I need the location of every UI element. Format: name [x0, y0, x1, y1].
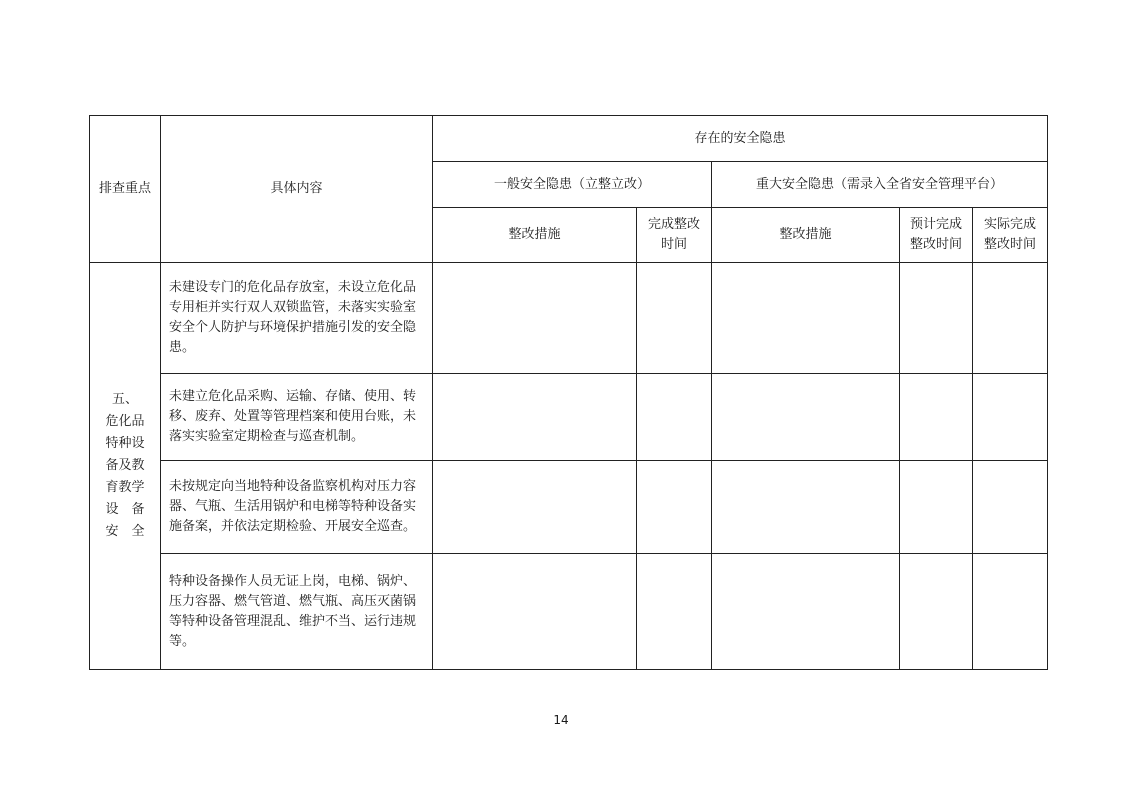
cell-planned-time	[900, 461, 973, 554]
cell-general-measures	[433, 374, 637, 461]
cell-general-measures	[433, 461, 637, 554]
hazard-inspection-table	[89, 115, 1048, 670]
cell-major-measures	[712, 461, 900, 554]
header-major-measures: 整改措施	[712, 208, 900, 263]
cell-major-measures	[712, 554, 900, 670]
header-general-measures: 整改措施	[433, 208, 637, 263]
table-row	[90, 554, 1048, 670]
header-hazards: 存在的安全隐患	[433, 116, 1048, 162]
header-major-hazards: 重大安全隐患（需录入全省安全管理平台）	[712, 162, 1048, 208]
cell-planned-time	[900, 263, 973, 374]
header-actual-time: 实际完成整改时间	[973, 208, 1048, 263]
table-row	[90, 461, 1048, 554]
header-planned-time: 预计完成整改时间	[900, 208, 973, 263]
cell-actual-time	[973, 263, 1048, 374]
header-general-hazards: 一般安全隐患（立整立改）	[433, 162, 712, 208]
table-row	[90, 263, 1048, 374]
cell-planned-time	[900, 554, 973, 670]
cell-general-time	[637, 263, 712, 374]
cell-actual-time	[973, 374, 1048, 461]
row-content: 未建立危化品采购、运输、存储、使用、转移、废弃、处置等管理档案和使用台账，未落实实验室定期检查与巡查机制。	[161, 374, 433, 461]
cell-actual-time	[973, 554, 1048, 670]
section-label: 五、 危化品 特种设 备及教 育教学 设 备 安 全	[90, 263, 161, 670]
cell-major-measures	[712, 374, 900, 461]
header-general-time: 完成整改时间	[637, 208, 712, 263]
cell-planned-time	[900, 374, 973, 461]
cell-general-time	[637, 374, 712, 461]
row-content: 未按规定向当地特种设备监察机构对压力容器、气瓶、生活用锅炉和电梯等特种设备实施备案，并依法定期检验、开展安全巡查。	[161, 461, 433, 554]
row-content: 未建设专门的危化品存放室，未设立危化品专用柜并实行双人双锁监管，未落实实验室安全个人防护与环境保护措施引发的安全隐患。	[161, 263, 433, 374]
header-focus: 排查重点	[90, 116, 161, 263]
table-row	[90, 374, 1048, 461]
cell-general-measures	[433, 554, 637, 670]
page-number: 14	[553, 713, 569, 727]
header-content: 具体内容	[161, 116, 433, 263]
row-content: 特种设备操作人员无证上岗，电梯、锅炉、压力容器、燃气管道、燃气瓶、高压灭菌锅等特种设备管理混乱、维护不当、运行违规等。	[161, 554, 433, 670]
cell-major-measures	[712, 263, 900, 374]
cell-general-measures	[433, 263, 637, 374]
cell-general-time	[637, 554, 712, 670]
cell-actual-time	[973, 461, 1048, 554]
cell-general-time	[637, 461, 712, 554]
